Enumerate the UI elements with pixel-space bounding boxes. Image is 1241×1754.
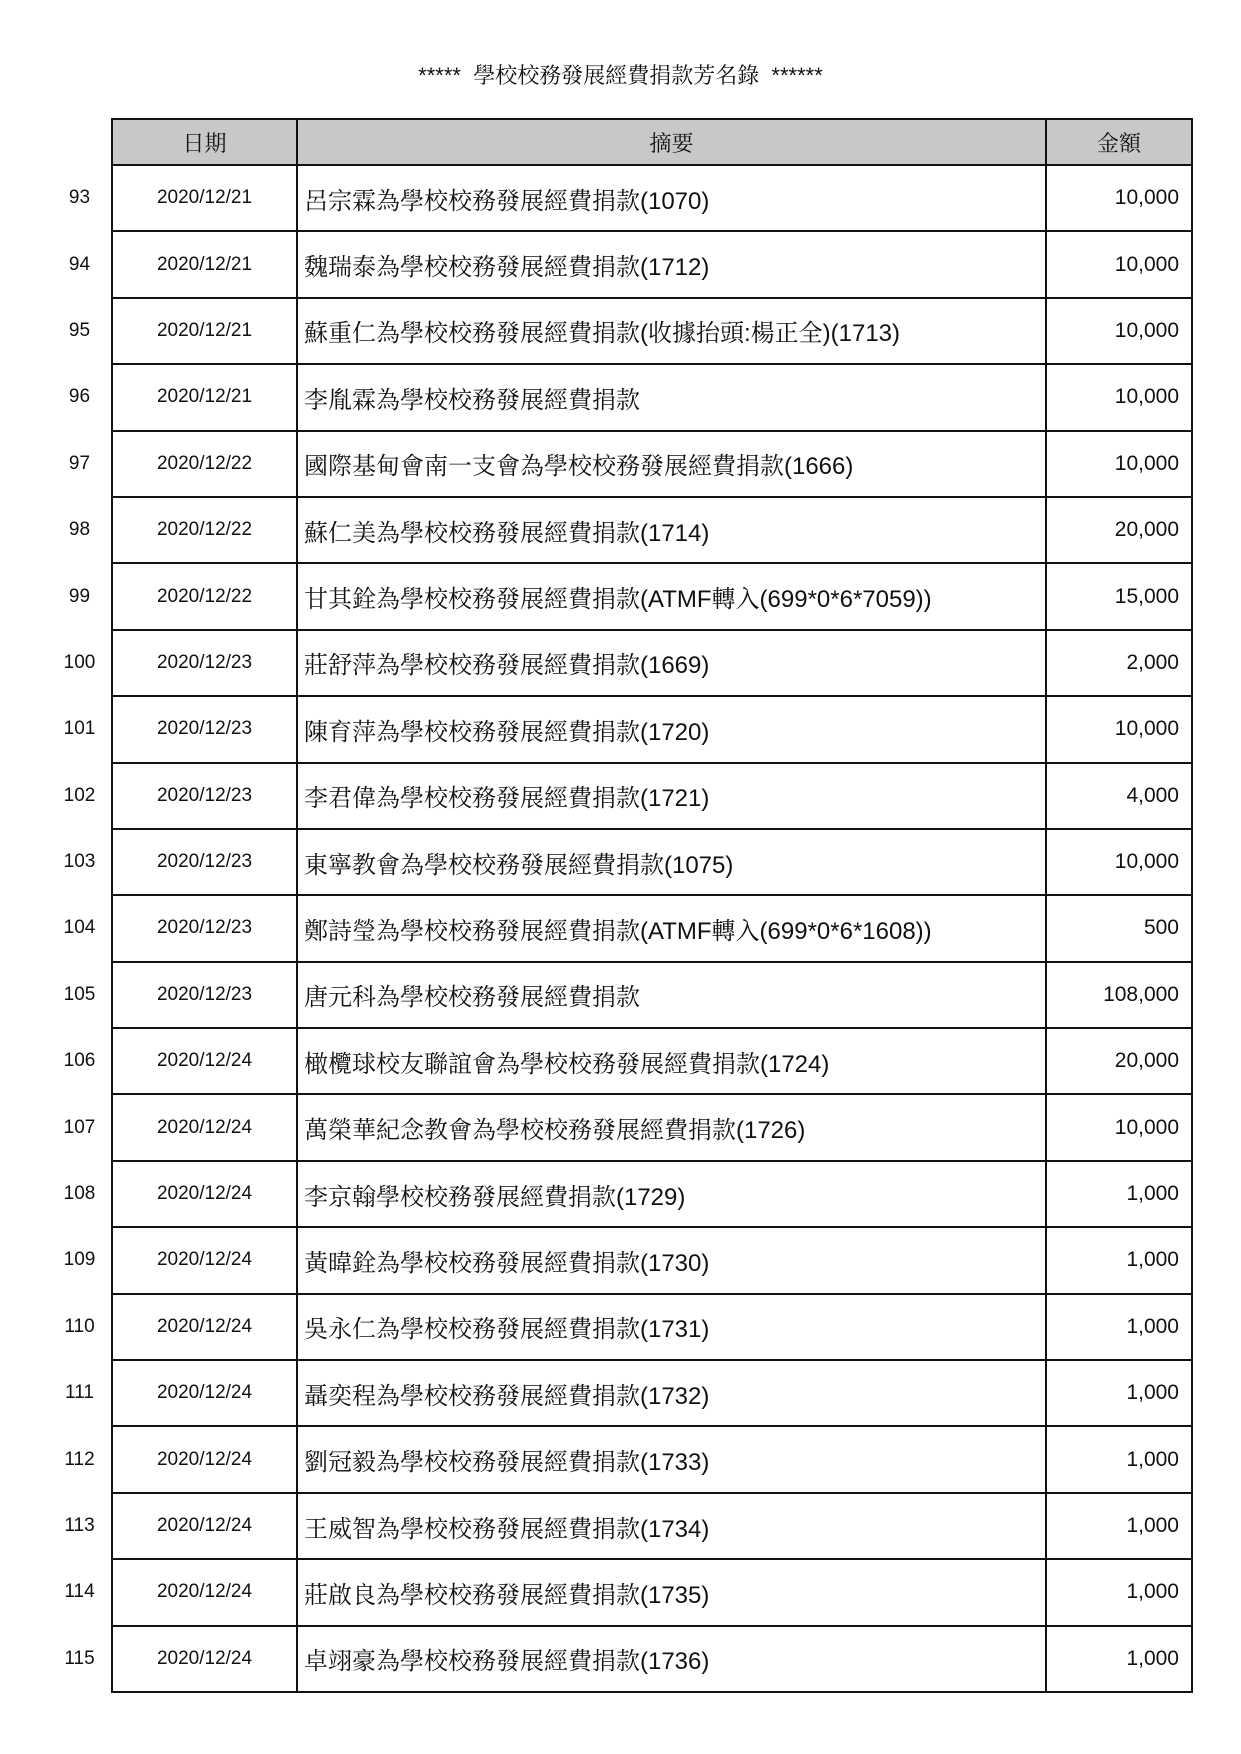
table-row <box>48 1493 1192 1559</box>
table-row <box>48 895 1192 961</box>
date-cell: 2020/12/23 <box>112 763 297 829</box>
row-number: 109 <box>63 1249 96 1271</box>
amount-cell: 10,000 <box>1046 1094 1192 1160</box>
row-number: 100 <box>63 651 96 673</box>
amount-cell: 1,000 <box>1046 1559 1192 1625</box>
table-row <box>48 829 1192 895</box>
table-row <box>48 1360 1192 1426</box>
table-row <box>48 298 1192 364</box>
row-number-header <box>48 119 112 165</box>
summary-column-header: 摘要 <box>297 119 1046 165</box>
amount-cell: 10,000 <box>1046 829 1192 895</box>
summary-cell: 李胤霖為學校校務發展經費捐款 <box>297 364 1046 430</box>
summary-cell: 李君偉為學校校務發展經費捐款(1721) <box>297 763 1046 829</box>
row-number: 108 <box>63 1183 96 1205</box>
date-cell: 2020/12/24 <box>112 1294 297 1360</box>
amount-cell: 10,000 <box>1046 165 1192 231</box>
date-cell: 2020/12/24 <box>112 1360 297 1426</box>
date-cell: 2020/12/23 <box>112 895 297 961</box>
amount-cell: 1,000 <box>1046 1626 1192 1692</box>
row-number: 95 <box>68 319 91 341</box>
row-number: 93 <box>68 187 91 209</box>
summary-cell: 莊舒萍為學校校務發展經費捐款(1669) <box>297 630 1046 696</box>
table-row <box>48 696 1192 762</box>
amount-cell: 10,000 <box>1046 364 1192 430</box>
row-number: 107 <box>63 1116 96 1138</box>
summary-cell: 甘其銓為學校校務發展經費捐款(ATMF轉入(699*0*6*7059)) <box>297 563 1046 629</box>
row-number: 113 <box>64 1515 95 1536</box>
date-cell: 2020/12/22 <box>112 497 297 563</box>
row-number: 106 <box>63 1050 96 1072</box>
table-row <box>48 431 1192 497</box>
table-row <box>48 231 1192 297</box>
row-number: 101 <box>63 718 96 740</box>
amount-cell: 1,000 <box>1046 1294 1192 1360</box>
summary-cell: 李京翰學校校務發展經費捐款(1729) <box>297 1161 1046 1227</box>
summary-cell: 陳育萍為學校校務發展經費捐款(1720) <box>297 696 1046 762</box>
amount-cell: 10,000 <box>1046 298 1192 364</box>
date-cell: 2020/12/21 <box>112 364 297 430</box>
amount-cell: 4,000 <box>1046 763 1192 829</box>
row-number: 110 <box>64 1315 95 1337</box>
amount-cell: 20,000 <box>1046 497 1192 563</box>
table-header <box>48 119 1192 165</box>
summary-cell: 蘇重仁為學校校務發展經費捐款(收據抬頭:楊正全)(1713) <box>297 298 1046 364</box>
date-cell: 2020/12/24 <box>112 1426 297 1492</box>
page-title: ***** 學校校務發展經費捐款芳名錄 ****** <box>418 63 823 88</box>
amount-cell: 500 <box>1046 895 1192 961</box>
table-row <box>48 165 1192 231</box>
table-row <box>48 763 1192 829</box>
summary-cell: 吳永仁為學校校務發展經費捐款(1731) <box>297 1294 1046 1360</box>
amount-cell: 15,000 <box>1046 563 1192 629</box>
table-row <box>48 1626 1192 1692</box>
summary-cell: 呂宗霖為學校校務發展經費捐款(1070) <box>297 165 1046 231</box>
summary-cell: 莊啟良為學校校務發展經費捐款(1735) <box>297 1559 1046 1625</box>
amount-cell: 10,000 <box>1046 231 1192 297</box>
amount-cell: 10,000 <box>1046 696 1192 762</box>
row-number: 94 <box>68 253 91 275</box>
row-number: 99 <box>68 585 91 607</box>
date-cell: 2020/12/21 <box>112 165 297 231</box>
date-cell: 2020/12/24 <box>112 1559 297 1625</box>
summary-cell: 王威智為學校校務發展經費捐款(1734) <box>297 1493 1046 1559</box>
row-number: 96 <box>68 386 91 408</box>
table-row <box>48 1094 1192 1160</box>
summary-cell: 唐元科為學校校務發展經費捐款 <box>297 962 1046 1028</box>
date-cell: 2020/12/24 <box>112 1626 297 1692</box>
amount-column-header: 金額 <box>1046 119 1192 165</box>
date-cell: 2020/12/24 <box>112 1094 297 1160</box>
table-body <box>48 165 1192 1692</box>
table-row <box>48 1161 1192 1227</box>
amount-cell: 1,000 <box>1046 1161 1192 1227</box>
row-number: 102 <box>63 784 96 806</box>
amount-cell: 1,000 <box>1046 1426 1192 1492</box>
table-row <box>48 630 1192 696</box>
row-number: 104 <box>63 917 96 939</box>
amount-cell: 1,000 <box>1046 1227 1192 1293</box>
row-number: 114 <box>64 1581 95 1603</box>
amount-cell: 2,000 <box>1046 630 1192 696</box>
table-row <box>48 1426 1192 1492</box>
summary-cell: 蘇仁美為學校校務發展經費捐款(1714) <box>297 497 1046 563</box>
table-row <box>48 497 1192 563</box>
summary-cell: 鄭詩瑩為學校校務發展經費捐款(ATMF轉入(699*0*6*1608)) <box>297 895 1046 961</box>
date-cell: 2020/12/22 <box>112 431 297 497</box>
summary-cell: 萬榮華紀念教會為學校校務發展經費捐款(1726) <box>297 1094 1046 1160</box>
table-row <box>48 563 1192 629</box>
date-cell: 2020/12/24 <box>112 1493 297 1559</box>
row-number: 97 <box>68 452 91 474</box>
amount-cell: 1,000 <box>1046 1360 1192 1426</box>
amount-cell: 20,000 <box>1046 1028 1192 1094</box>
table-row <box>48 1294 1192 1360</box>
date-cell: 2020/12/23 <box>112 696 297 762</box>
row-number: 103 <box>63 851 96 873</box>
summary-cell: 黃暐銓為學校校務發展經費捐款(1730) <box>297 1227 1046 1293</box>
date-cell: 2020/12/24 <box>112 1227 297 1293</box>
summary-cell: 東寧教會為學校校務發展經費捐款(1075) <box>297 829 1046 895</box>
row-number: 98 <box>68 519 91 541</box>
date-cell: 2020/12/23 <box>112 962 297 1028</box>
date-cell: 2020/12/21 <box>112 231 297 297</box>
table-row <box>48 364 1192 430</box>
row-number: 112 <box>64 1448 95 1470</box>
row-number: 115 <box>64 1647 95 1669</box>
date-cell: 2020/12/21 <box>112 298 297 364</box>
date-cell: 2020/12/22 <box>112 563 297 629</box>
table-header-row <box>48 119 1192 165</box>
date-cell: 2020/12/23 <box>112 630 297 696</box>
summary-cell: 聶奕程為學校校務發展經費捐款(1732) <box>297 1360 1046 1426</box>
table-row <box>48 1227 1192 1293</box>
table-row <box>48 962 1192 1028</box>
row-number: 111 <box>65 1382 94 1404</box>
date-cell: 2020/12/24 <box>112 1161 297 1227</box>
summary-cell: 橄欖球校友聯誼會為學校校務發展經費捐款(1724) <box>297 1028 1046 1094</box>
summary-cell: 魏瑞泰為學校校務發展經費捐款(1712) <box>297 231 1046 297</box>
donation-table <box>48 118 1193 1693</box>
summary-cell: 劉冠毅為學校校務發展經費捐款(1733) <box>297 1426 1046 1492</box>
date-column-header: 日期 <box>112 119 297 165</box>
date-cell: 2020/12/24 <box>112 1028 297 1094</box>
amount-cell: 1,000 <box>1046 1493 1192 1559</box>
summary-cell: 卓翊豪為學校校務發展經費捐款(1736) <box>297 1626 1046 1692</box>
table-row <box>48 1559 1192 1625</box>
table-row <box>48 1028 1192 1094</box>
summary-cell: 國際基甸會南一支會為學校校務發展經費捐款(1666) <box>297 431 1046 497</box>
date-cell: 2020/12/23 <box>112 829 297 895</box>
amount-cell: 10,000 <box>1046 431 1192 497</box>
amount-cell: 108,000 <box>1046 962 1192 1028</box>
row-number: 105 <box>63 983 96 1005</box>
